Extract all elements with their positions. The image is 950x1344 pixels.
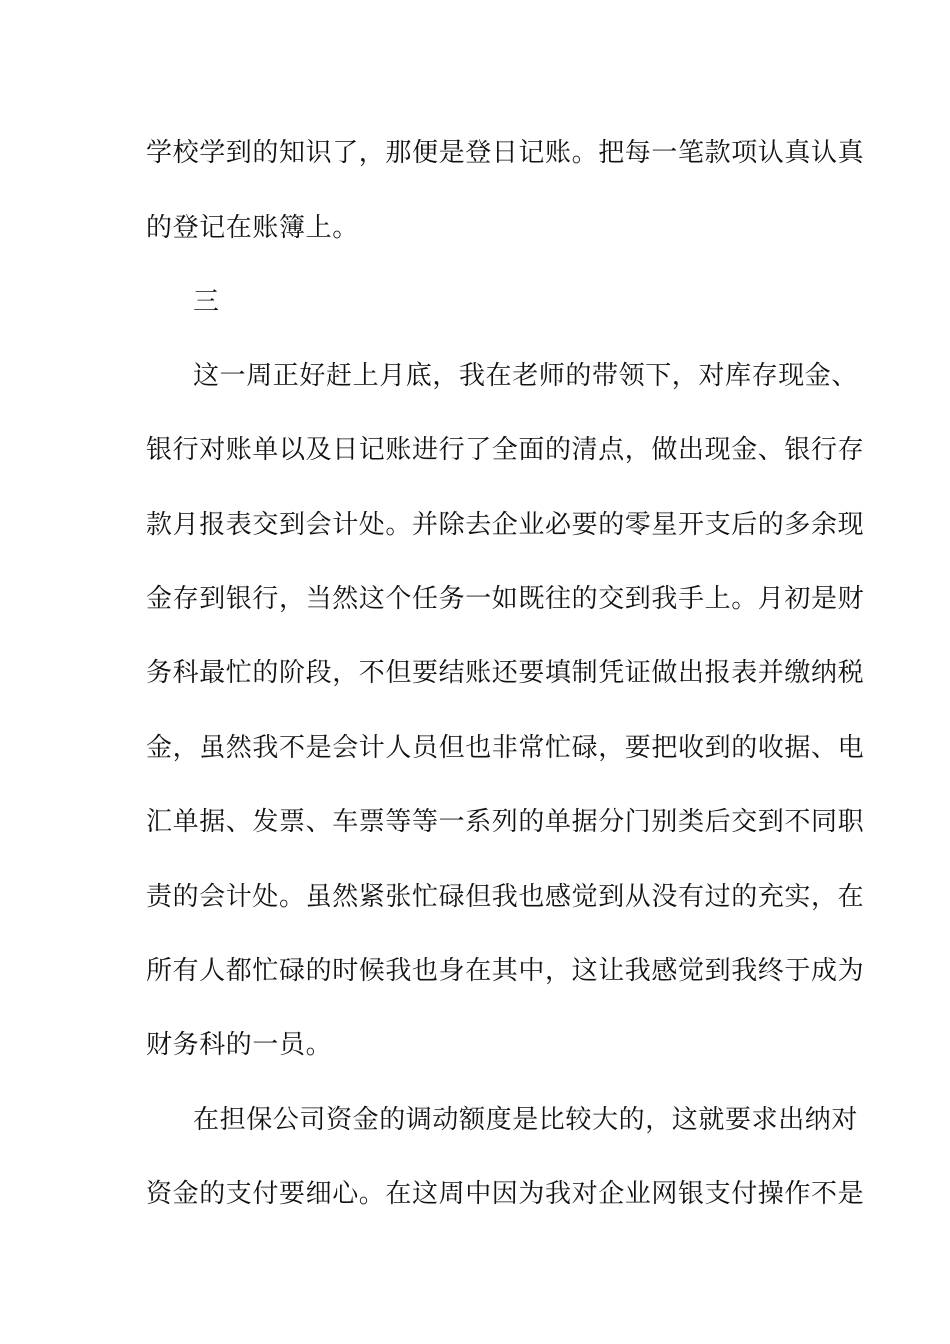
text-line-8: 务科最忙的阶段，不但要结账还要填制凭证做出报表并缴纳税: [146, 658, 865, 688]
text-line-7: 金存到银行，当然这个任务一如既往的交到我手上。月初是财: [146, 584, 865, 614]
text-line-4: 这一周正好赶上月底，我在老师的带领下，对库存现金、: [193, 361, 859, 391]
section-number: 三: [193, 287, 220, 317]
text-line-11: 责的会计处。虽然紧张忙碌但我也感觉到从没有过的充实，在: [146, 882, 865, 912]
text-line-14: 在担保公司资金的调动额度是比较大的，这就要求出纳对: [193, 1105, 859, 1135]
text-line-5: 银行对账单以及日记账进行了全面的清点，做出现金、银行存: [146, 435, 865, 465]
text-line-9: 金，虽然我不是会计人员但也非常忙碌，要把收到的收据、电: [146, 733, 865, 763]
text-line-15: 资金的支付要细心。在这周中因为我对企业网银支付操作不是: [146, 1179, 865, 1209]
text-line-12: 所有人都忙碌的时候我也身在其中，这让我感觉到我终于成为: [146, 956, 865, 986]
text-line-2: 的登记在账簿上。: [146, 213, 359, 243]
text-line-1: 学校学到的知识了，那便是登日记账。把每一笔款项认真认真: [146, 138, 865, 168]
text-line-13: 财务科的一员。: [146, 1030, 333, 1060]
text-line-6: 款月报表交到会计处。并除去企业必要的零星开支后的多余现: [146, 510, 865, 540]
text-line-10: 汇单据、发票、车票等等一系列的单据分门别类后交到不同职: [146, 807, 865, 837]
